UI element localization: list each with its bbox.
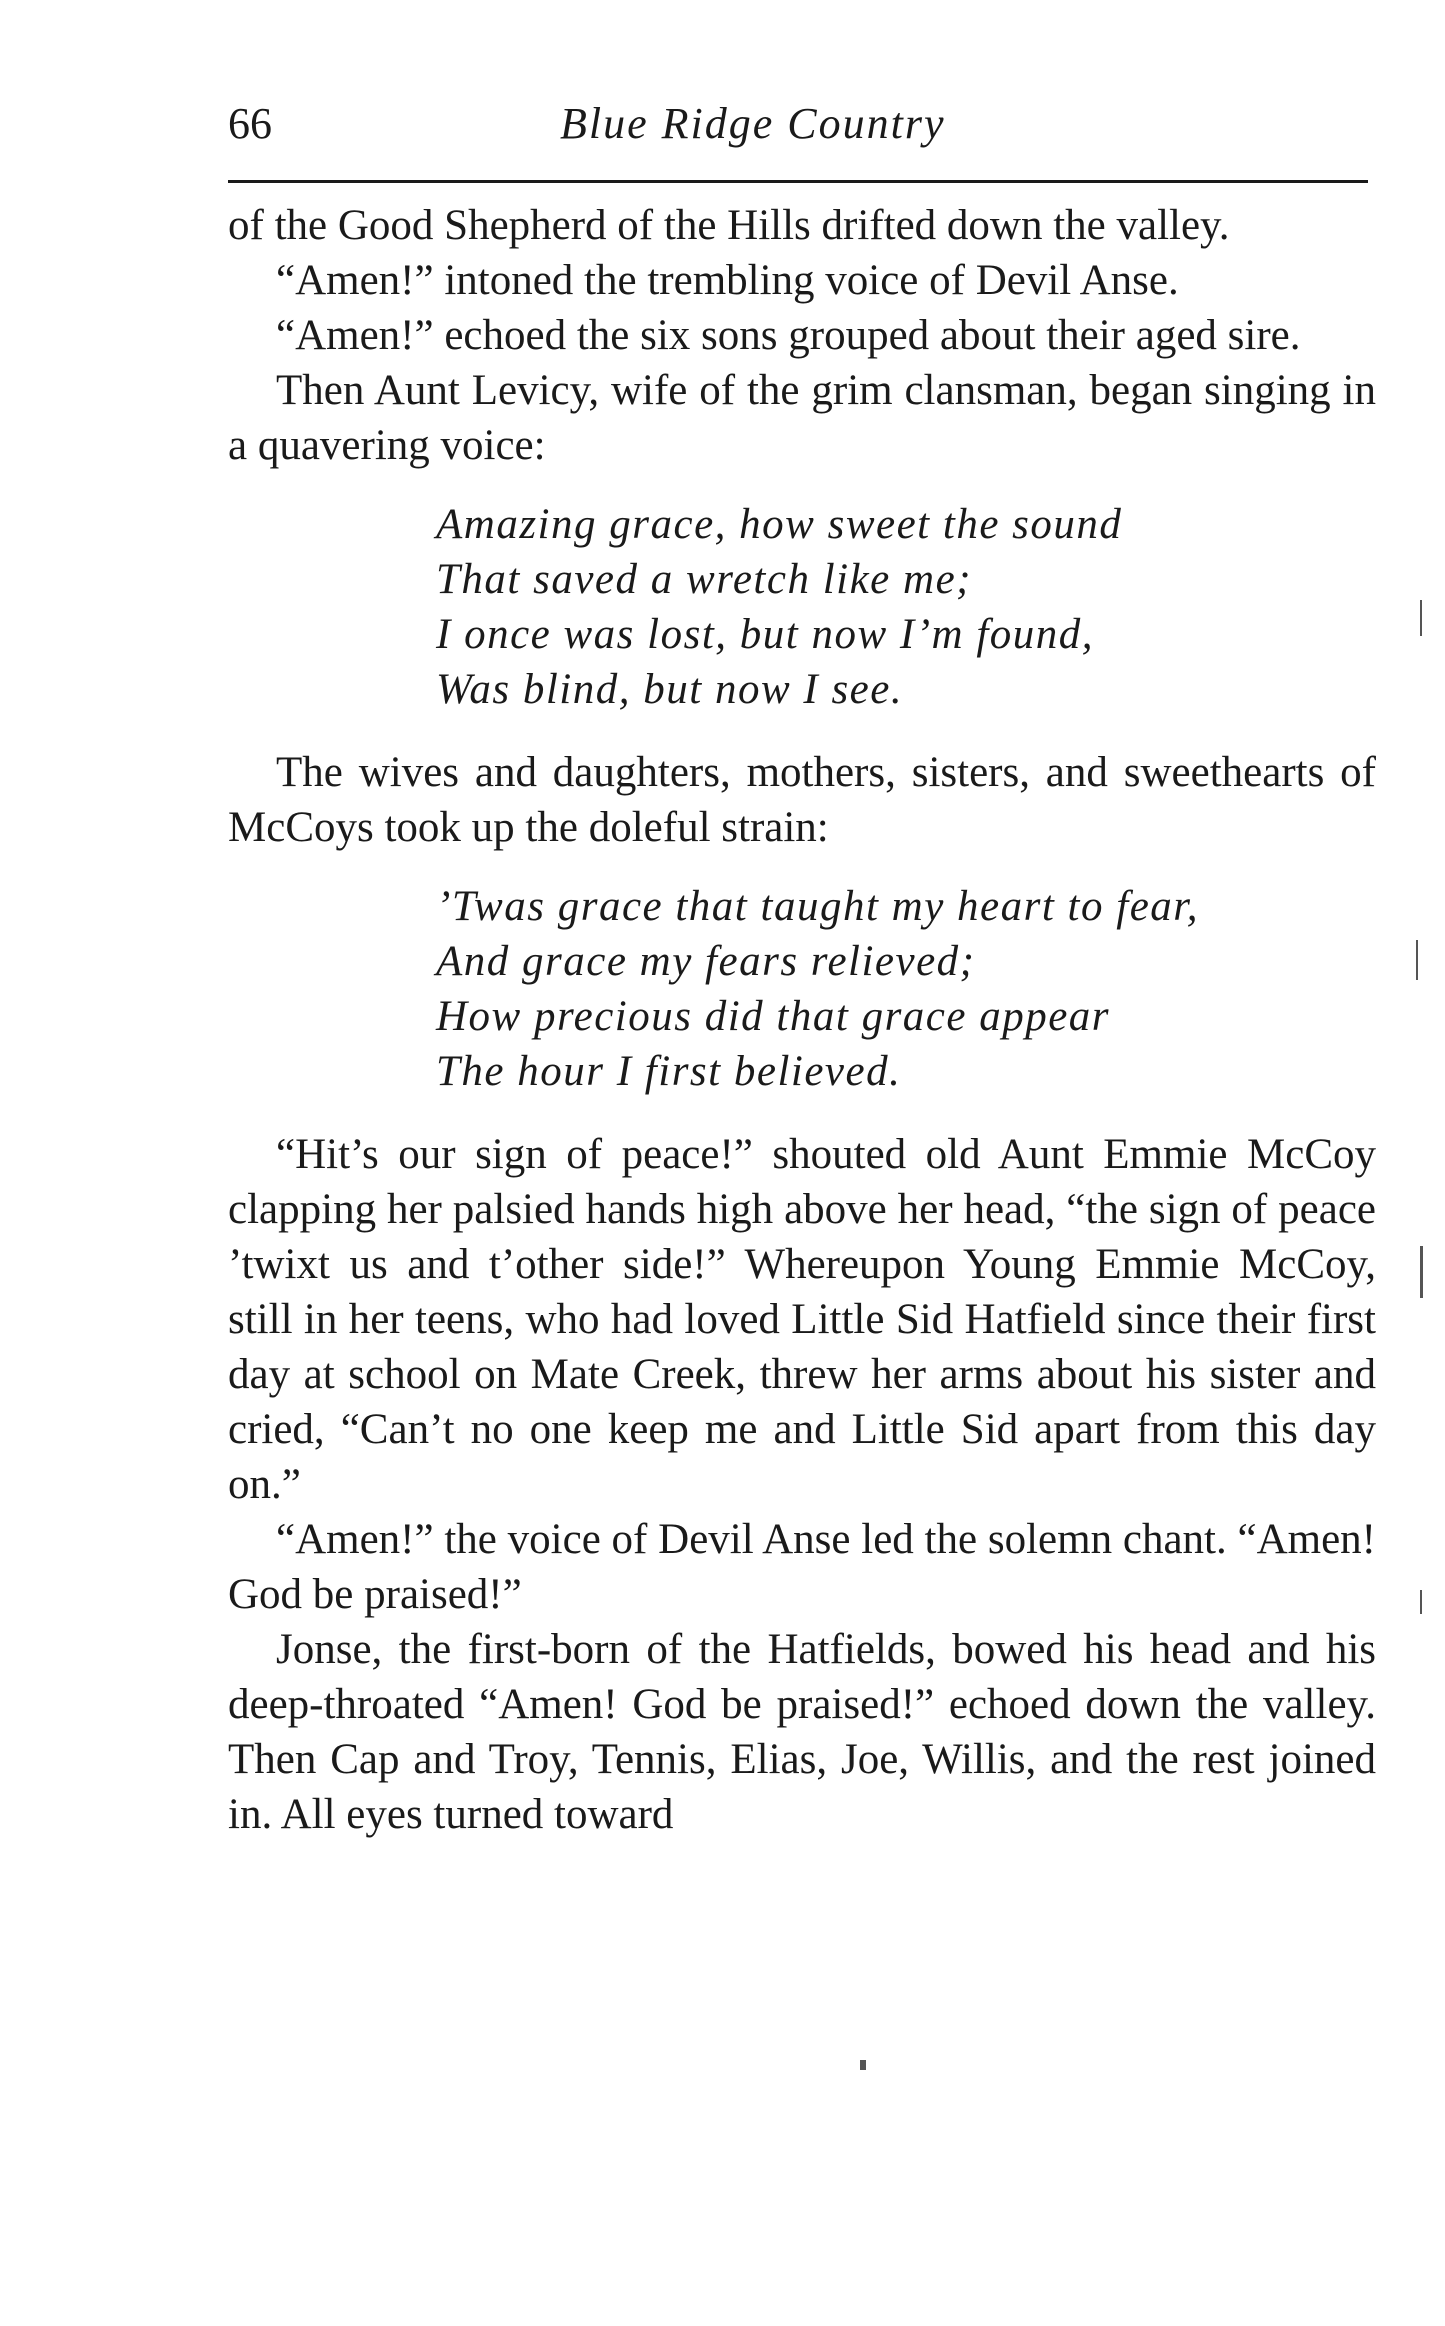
scan-speck <box>1416 940 1418 980</box>
paragraph: “Hit’s our sign of peace!” shouted old Aunt Emmie McCoy clapping her palsied hands high above her head, “the sign of peace ’twixt us and t’other side!” Whereupon Young Emmie McCoy, still in her teens, who had loved Little Sid Hatfield since their first day at school on Mate Creek, threw her arms about his sister and cried, “Can’t no one keep me and Little Sid apart from this day on.” <box>228 1131 1376 1508</box>
running-head: Blue Ridge Country <box>560 99 946 148</box>
header-rule <box>228 180 1368 183</box>
paragraph: “Amen!” echoed the six sons grouped about their aged sire. <box>276 312 1301 359</box>
scan-speck <box>860 2060 866 2070</box>
verse-block-2 <box>436 879 1376 1099</box>
verse-block-1 <box>436 497 1376 717</box>
verse-line: I once was lost, but now I’m found, <box>436 611 1095 658</box>
verse-line: Amazing grace, how sweet the sound <box>436 501 1123 548</box>
verse-line: Was blind, but now I see. <box>436 666 904 713</box>
paragraph: of the Good Shepherd of the Hills drifted down the valley. <box>228 202 1230 249</box>
paragraph: Then Aunt Levicy, wife of the grim clansman, began singing in a quavering voice: <box>228 367 1376 469</box>
paragraph: “Amen!” the voice of Devil Anse led the solemn chant. “Amen! God be praised!” <box>228 1516 1376 1618</box>
verse-line: ’Twas grace that taught my heart to fear, <box>436 883 1200 930</box>
page-number: 66 <box>228 99 272 148</box>
paragraph: “Amen!” intoned the trembling voice of Devil Anse. <box>276 257 1179 304</box>
verse-line: That saved a wretch like me; <box>436 556 972 603</box>
text-block <box>228 198 1376 1842</box>
paragraph: Jonse, the first-born of the Hatfields, bowed his head and his deep-throated “Amen! God be praised!” echoed down the valley. Then Cap and Troy, Tennis, Elias, Joe, Willis, and the rest joined in. All eyes turned toward <box>228 1626 1376 1838</box>
verse-line: How precious did that grace appear <box>436 993 1111 1040</box>
scan-speck <box>1420 1590 1422 1614</box>
scan-speck <box>1420 1246 1423 1298</box>
verse-line: And grace my fears relieved; <box>436 938 976 985</box>
verse-line: The hour I first believed. <box>436 1048 902 1095</box>
paragraph: The wives and daughters, mothers, sisters, and sweethearts of McCoys took up the doleful strain: <box>228 749 1376 851</box>
scan-speck <box>1420 600 1422 636</box>
